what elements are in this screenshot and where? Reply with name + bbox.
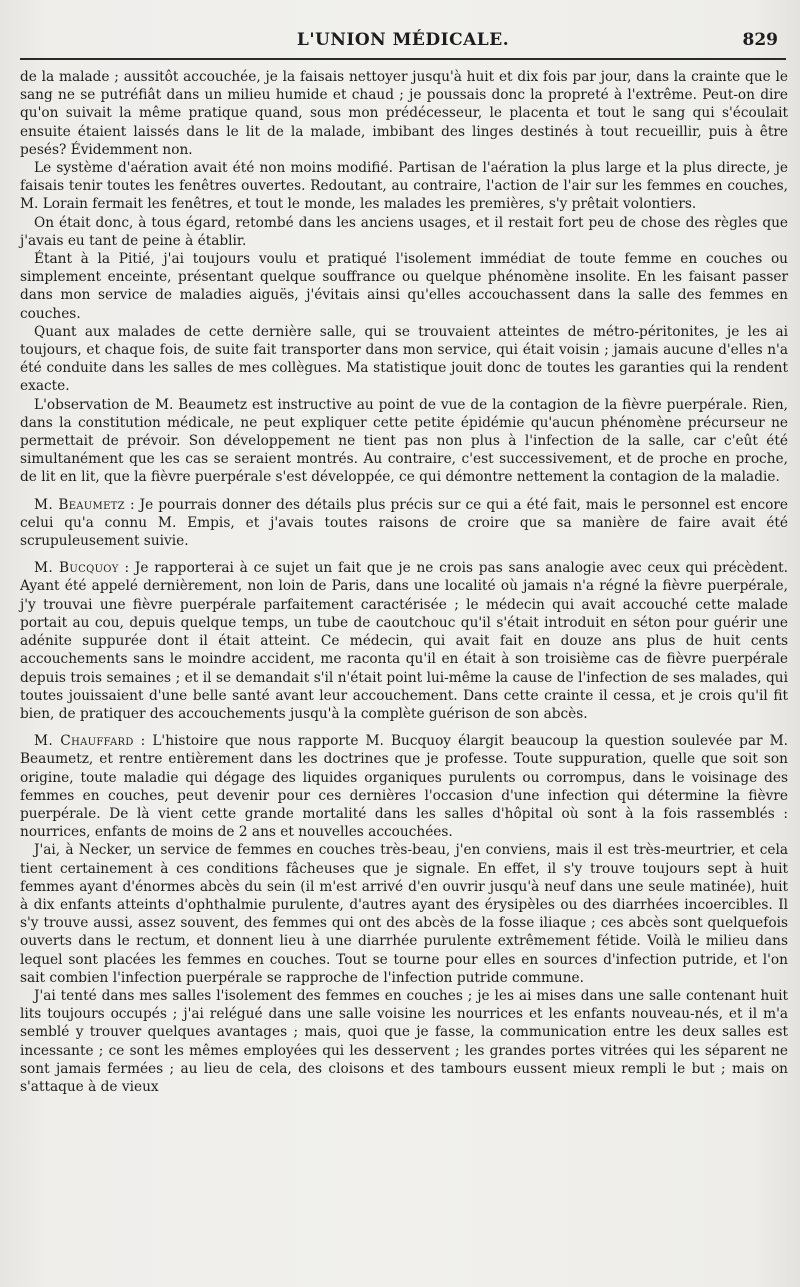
- paragraph-text: Le système d'aération avait été non moins modifié. Partisan de l'aération la plus large et la plus directe, je faisais tenir toutes les fenêtres ouvertes. Redoutant, au contraire, l'action de l'air sur les femmes en couches, M. Lorain fermait les fenêtres, et tout le monde, les malades les premières, s'y prêtait volontiers.: [20, 160, 788, 213]
- paragraph-text: J'ai, à Necker, un service de femmes en couches très-beau, j'en conviens, mais il est très-meurtrier, et cela tient certainement à ces conditions fâcheuses que je signale. En effet, il s'y trouve toujours sept à huit femmes ayant d'énormes abcès du sein (il m'est arrivé d'en ouvrir jusqu'à neuf dans une seule matinée), huit à dix enfants atteints d'ophthalmie purulente, d'autres ayant des érysipèles ou des diarrhées incoercibles. Il s'y trouve aussi, assez souvent, des femmes qui ont des abcès de la fosse iliaque ; ces abcès sont quelquefois ouverts dans le rectum, et donnent lieu à une diarrhée purulente extrêmement fétide. Voilà le milieu dans lequel sont placées les femmes en couches. Tout se tourne pour elles en sources d'infection putride, et l'on sait combien l'infection puerpérale se rapproche de l'infection putride commune.: [20, 842, 788, 986]
- paragraph: [20, 732, 788, 841]
- paragraph-text: de la malade ; aussitôt accouchée, je la faisais nettoyer jusqu'à huit et dix fois par jour, dans la crainte que le sang ne se putréfiât dans un milieu humide et chaud ; je poussais donc la propreté à l'extrême. Peut-on dire qu'on suivait la même pratique quand, sous mon prédécesseur, le placenta et tout le sang qui s'écoulait ensuite étaient laissés dans le lit de la malade, imbibant des linges destinés à tout recueillir, puis à être pesés? Évidemment non.: [20, 69, 788, 158]
- paragraph: [20, 214, 788, 250]
- page-header: [20, 30, 786, 54]
- speaker-name: M. Bucquoy: [34, 560, 119, 577]
- paragraph-text: Quant aux malades de cette dernière salle, qui se trouvaient atteintes de métro-péritonites, je les ai toujours, et chaque fois, de suite fait transporter dans mon service, qui était voisin ; jamais aucune d'elles n'a été conduite dans les salles de mes collègues. Ma statistique jouit donc de toutes les garanties qui la rendent exacte.: [20, 323, 788, 395]
- paragraph: [20, 559, 788, 723]
- paragraph-text: L'observation de M. Beaumetz est instructive au point de vue de la contagion de la fièvre puerpérale. Rien, dans la constitution médicale, ne peut expliquer cette petite épidémie qu'aucun phénomène précurseur ne permettait de prévoir. Son développement ne tient pas non plus à l'infection de la salle, car c'eût été simultanément que les cas se seraient montrés. Au contraire, c'est successivement, et de proche en proche, de lit en lit, que la fièvre puerpérale s'est développée, ce qui démontre nettement la contagion de la maladie.: [20, 396, 788, 486]
- paragraph-text: Étant à la Pitié, j'ai toujours voulu et pratiqué l'isolement immédiat de toute femme en couches ou simplement enceinte, présentant quelque souffrance ou quelque phénomène insolite. En les faisant passer dans mon service de maladies aiguës, j'évitais ainsi qu'elles accouchassent dans la salle des femmes en couches.: [20, 251, 788, 322]
- paragraph: [20, 159, 788, 214]
- paragraph-text: : L'histoire que nous rapporte M. Bucquoy élargit beaucoup la question soulevée par M. Beaumetz, et rentre entièrement dans les doctrines que je professe. Toute suppuration, quelle que soit son origine, toute maladie qui dégage des liquides organiques purulents ou corrompus, dans le voisinage des femmes en couches, peut devenir pour ces dernières l'occasion d'une infection qui détermine la fièvre puerpérale. De là vient cette grande mortalité dans les salles d'hôpital où sont à la fois rassemblés : nourrices, enfants de moins de 2 ans et nouvelles accouchées.: [20, 733, 789, 841]
- page-number: 829: [742, 30, 778, 50]
- paragraph-text: J'ai tenté dans mes salles l'isolement des femmes en couches ; je les ai mises dans une salle contenant huit lits toujours occupés ; j'ai relégué dans une salle voisine les nourrices et les enfants nouveau-nés, et il m'a semblé y trouver quelques avantages ; mais, quoi que je fasse, la communication entre les deux salles est incessante ; ce sont les mêmes employées qui les desservent ; les grandes portes vitrées qui les séparent ne sont jamais fermées ; au lieu de cela, des cloisons et des tambours eussent mieux rempli le but ; mais on s'attaque à de vieux: [20, 987, 788, 1095]
- paragraph-text: : Je pourrais donner des détails plus précis sur ce qui a été fait, mais le personnel est encore celui qu'a connu M. Empis, et j'avais toutes raisons de croire que sa manière de faire avait été scrupuleusement suivie.: [20, 496, 788, 550]
- paragraph-text: On était donc, à tous égard, retombé dans les anciens usages, et il restait fort peu de chose des règles que j'avais eu tant de peine à établir.: [20, 214, 788, 249]
- paragraph: [20, 496, 788, 551]
- paragraph: [20, 68, 788, 159]
- paragraph-text: : Je rapporterai à ce sujet un fait que je ne crois pas sans analogie avec ceux qui précèdent. Ayant été appelé dernièrement, non loin de Paris, dans une localité où jamais n'a régné la fièvre puerpérale, j'y trouvai une fièvre puerpérale parfaitement caractérisée ; le médecin qui avait accouché cette malade portait au cou, depuis quelque temps, un tube de caoutchouc qu'il s'était introduit en séton pour guérir une adénite suppurée dont il était atteint. Ce médecin, qui avait fait en douze ans plus de huit cents accouchements sans le moindre accident, me raconta qu'il en était à son troisième cas de fièvre puerpérale depuis trois semaines ; et il se demandait s'il n'était point lui-même la cause de l'infection de ses malades, qui toutes jouissaient d'une belle santé avant leur accouchement. Dans cette crainte il cessa, et je crois qu'il fit bien, de pratiquer des accouchements jusqu'à la complète guérison de son abcès.: [20, 560, 788, 722]
- article-body: [20, 68, 788, 1096]
- header-rule: [20, 58, 786, 60]
- paragraph: [20, 987, 788, 1096]
- paragraph: [20, 841, 788, 987]
- paragraph: [20, 250, 788, 323]
- paragraph: [20, 323, 788, 396]
- running-title: L'UNION MÉDICALE.: [296, 30, 510, 50]
- speaker-name: M. Beaumetz: [34, 496, 125, 513]
- speaker-name: M. Chauffard: [34, 733, 134, 750]
- paragraph: [20, 396, 788, 487]
